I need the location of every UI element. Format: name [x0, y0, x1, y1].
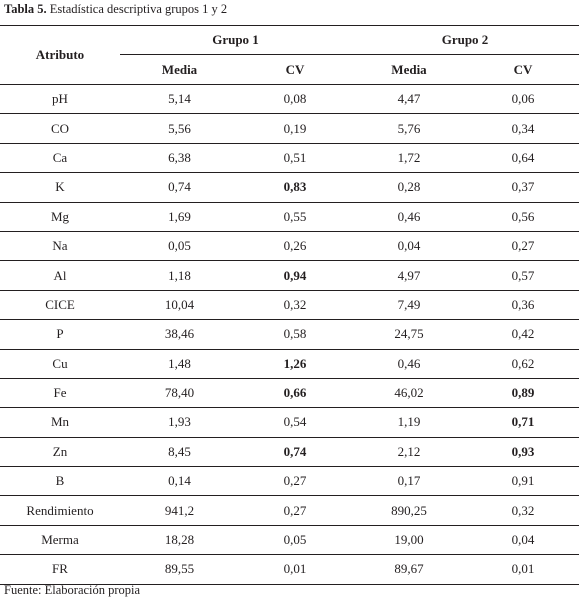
attribute-cell: Merma: [0, 525, 120, 554]
group-1-media-cell: 1,69: [120, 202, 239, 231]
group-2-cv-cell: 0,57: [467, 261, 579, 290]
group-1-cv-cell: 0,32: [239, 290, 351, 319]
group-1-media-cell: 89,55: [120, 555, 239, 584]
group-2-media-cell: 0,46: [351, 349, 467, 378]
group-2-media-cell: 2,12: [351, 437, 467, 466]
group-2-cv-cell: 0,36: [467, 290, 579, 319]
group-2-cv-cell: 0,93: [467, 437, 579, 466]
group-1-cv-cell: 0,83: [239, 173, 351, 202]
attribute-cell: P: [0, 320, 120, 349]
group-1-cv-cell: 0,51: [239, 143, 351, 172]
group-1-cv-cell: 0,54: [239, 408, 351, 437]
group-2-media-cell: 890,25: [351, 496, 467, 525]
group-2-cv-cell: 0,89: [467, 378, 579, 407]
descriptive-stats-table: [0, 25, 579, 585]
attribute-cell: Ca: [0, 143, 120, 172]
table-row: [0, 114, 579, 143]
group-2-media-cell: 0,04: [351, 231, 467, 260]
group-2-media-cell: 0,28: [351, 173, 467, 202]
group-2-media-header: Media: [351, 55, 467, 85]
group-1-media-cell: 6,38: [120, 143, 239, 172]
group-2-media-cell: 0,17: [351, 467, 467, 496]
group-1-cv-cell: 0,55: [239, 202, 351, 231]
attribute-cell: Mn: [0, 408, 120, 437]
attribute-cell: Rendimiento: [0, 496, 120, 525]
group-2-cv-cell: 0,91: [467, 467, 579, 496]
group-1-media-cell: 0,05: [120, 231, 239, 260]
group-2-cv-cell: 0,62: [467, 349, 579, 378]
table-row: [0, 143, 579, 172]
group-2-cv-header: CV: [467, 55, 579, 85]
group-1-cv-cell: 0,74: [239, 437, 351, 466]
table-row: [0, 173, 579, 202]
table-row: [0, 467, 579, 496]
group-2-media-cell: 46,02: [351, 378, 467, 407]
table-row: [0, 525, 579, 554]
attribute-cell: Cu: [0, 349, 120, 378]
group-1-media-cell: 1,48: [120, 349, 239, 378]
group-2-media-cell: 24,75: [351, 320, 467, 349]
group-2-media-cell: 0,46: [351, 202, 467, 231]
group-1-cv-cell: 0,26: [239, 231, 351, 260]
group-1-media-cell: 5,56: [120, 114, 239, 143]
group-1-media-cell: 18,28: [120, 525, 239, 554]
group-1-media-cell: 5,14: [120, 85, 239, 114]
group-1-cv-cell: 0,58: [239, 320, 351, 349]
group-2-cv-cell: 0,32: [467, 496, 579, 525]
table-row: [0, 202, 579, 231]
group-1-cv-cell: 0,19: [239, 114, 351, 143]
group-2-cv-cell: 0,34: [467, 114, 579, 143]
table-caption-label: Tabla 5.: [4, 2, 47, 16]
group-2-media-cell: 7,49: [351, 290, 467, 319]
attribute-cell: pH: [0, 85, 120, 114]
group-1-media-cell: 78,40: [120, 378, 239, 407]
attribute-cell: K: [0, 173, 120, 202]
attribute-cell: Mg: [0, 202, 120, 231]
group-1-media-cell: 0,14: [120, 467, 239, 496]
group-1-cv-cell: 0,27: [239, 467, 351, 496]
table-row: [0, 378, 579, 407]
group-2-media-cell: 89,67: [351, 555, 467, 584]
table-row: [0, 496, 579, 525]
group-1-media-cell: 1,93: [120, 408, 239, 437]
table-row: [0, 408, 579, 437]
group-1-media-cell: 1,18: [120, 261, 239, 290]
group-2-media-cell: 1,72: [351, 143, 467, 172]
group-2-header: Grupo 2: [351, 26, 579, 55]
group-2-cv-cell: 0,42: [467, 320, 579, 349]
group-1-media-cell: 0,74: [120, 173, 239, 202]
table-row: [0, 555, 579, 584]
attribute-cell: Na: [0, 231, 120, 260]
group-1-cv-cell: 0,94: [239, 261, 351, 290]
group-2-media-cell: 1,19: [351, 408, 467, 437]
group-2-cv-cell: 0,06: [467, 85, 579, 114]
attribute-cell: B: [0, 467, 120, 496]
group-1-cv-cell: 0,66: [239, 378, 351, 407]
group-2-cv-cell: 0,01: [467, 555, 579, 584]
group-1-media-cell: 941,2: [120, 496, 239, 525]
group-2-media-cell: 5,76: [351, 114, 467, 143]
table-row: [0, 437, 579, 466]
attribute-cell: Al: [0, 261, 120, 290]
group-1-media-cell: 8,45: [120, 437, 239, 466]
group-2-cv-cell: 0,04: [467, 525, 579, 554]
attribute-column-header: Atributo: [0, 26, 120, 85]
table-caption-text: Estadística descriptiva grupos 1 y 2: [46, 2, 228, 16]
group-2-media-cell: 19,00: [351, 525, 467, 554]
group-1-cv-cell: 0,08: [239, 85, 351, 114]
table-row: [0, 261, 579, 290]
table-row: [0, 85, 579, 114]
group-2-cv-cell: 0,27: [467, 231, 579, 260]
group-2-media-cell: 4,47: [351, 85, 467, 114]
table-row: [0, 320, 579, 349]
group-1-cv-cell: 0,27: [239, 496, 351, 525]
table-body: [0, 85, 579, 585]
group-2-cv-cell: 0,71: [467, 408, 579, 437]
attribute-cell: Zn: [0, 437, 120, 466]
group-1-media-header: Media: [120, 55, 239, 85]
group-2-cv-cell: 0,64: [467, 143, 579, 172]
group-1-media-cell: 38,46: [120, 320, 239, 349]
table-row: [0, 290, 579, 319]
attribute-cell: Fe: [0, 378, 120, 407]
group-1-header: Grupo 1: [120, 26, 351, 55]
table-row: [0, 349, 579, 378]
attribute-cell: FR: [0, 555, 120, 584]
table-row: [0, 231, 579, 260]
group-1-cv-cell: 0,05: [239, 525, 351, 554]
group-2-cv-cell: 0,37: [467, 173, 579, 202]
group-2-media-cell: 4,97: [351, 261, 467, 290]
table-header-row-groups: [0, 26, 579, 55]
group-2-cv-cell: 0,56: [467, 202, 579, 231]
attribute-cell: CICE: [0, 290, 120, 319]
attribute-cell: CO: [0, 114, 120, 143]
table-source-note: Fuente: Elaboración propia: [4, 583, 141, 597]
group-1-cv-header: CV: [239, 55, 351, 85]
group-1-cv-cell: 0,01: [239, 555, 351, 584]
group-1-media-cell: 10,04: [120, 290, 239, 319]
group-1-cv-cell: 1,26: [239, 349, 351, 378]
table-caption: [4, 1, 227, 17]
